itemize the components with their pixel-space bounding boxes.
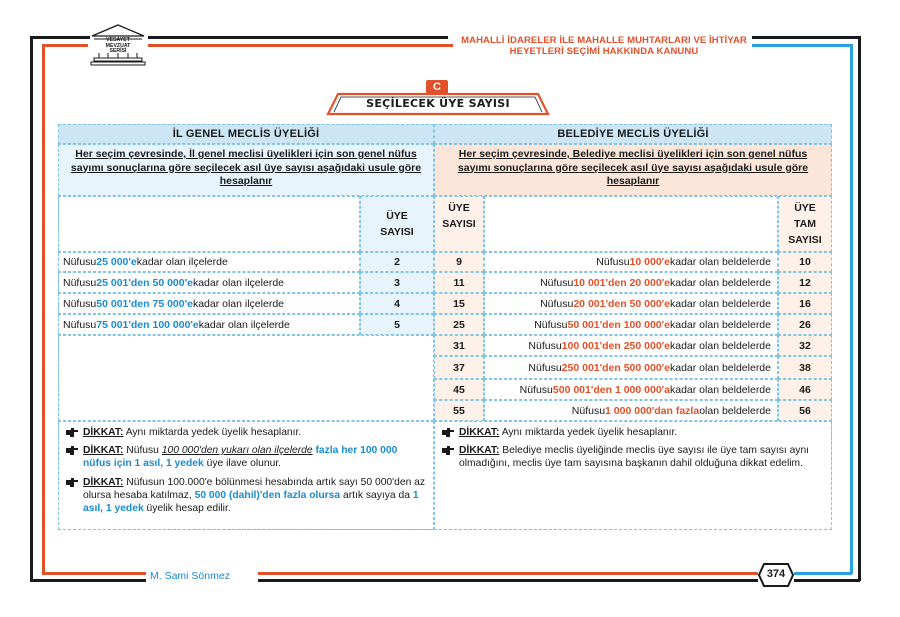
il-empty-area xyxy=(58,335,434,421)
note-item xyxy=(441,426,825,439)
law-title: MAHALLİ İDARELER İLE MAHALLE MUHTARLARI VE İHTİYAR HEYETLERİ SEÇİMİ HAKKINDA KANUNU xyxy=(461,35,747,57)
row-range: 1 000 000'dan fazla xyxy=(605,404,700,417)
row-range: 75 001'den 100 000'e xyxy=(96,318,199,331)
series-logo xyxy=(88,22,148,66)
row-text: Nüfusu xyxy=(528,339,562,352)
belediye-row-full-count: 26 xyxy=(778,314,832,335)
row-text: kadar olan beldelerde xyxy=(670,383,771,396)
note-emphasis: 100 000'den yukarı olan ilçelerde xyxy=(161,445,313,457)
il-genel-description: Her seçim çevresinde, İl genel meclisi üyelikleri için son genel nüfus sayımı sonuçlarına göre seçilecek asıl üye sayısı aşağıdaki usule göre hesaplanır xyxy=(58,144,434,196)
logo-line: MEVZUAT xyxy=(105,42,131,49)
row-range: 25 000'e xyxy=(96,256,137,268)
note-text: artık sayıya da xyxy=(340,489,413,501)
row-range: 25 001'den 50 000'e xyxy=(96,276,193,289)
belediye-row-label xyxy=(484,314,778,335)
header-text: ÜYE xyxy=(386,210,408,222)
belediye-row-label xyxy=(484,252,778,272)
il-row-label xyxy=(58,272,360,293)
note-label: DİKKAT: xyxy=(83,476,124,488)
row-range: 50 001'den 100 000'e xyxy=(567,318,670,331)
pointing-hand-icon xyxy=(65,427,79,438)
il-row-count: 3 xyxy=(360,272,434,293)
section-letter: C xyxy=(433,81,441,93)
row-text: Nüfusu xyxy=(540,276,574,289)
author-name: M. Sami Sönmez xyxy=(150,570,230,582)
il-row-label xyxy=(58,314,360,335)
il-row-label xyxy=(58,252,360,272)
belediye-row-label xyxy=(484,400,778,421)
frame-line xyxy=(850,44,853,574)
frame-line xyxy=(258,572,758,575)
belediye-row-count: 45 xyxy=(434,379,484,400)
header-text: SAYISI xyxy=(788,234,822,246)
row-text: kadar olan ilçelerde xyxy=(192,297,284,310)
note-text: üyelik hesap edilir. xyxy=(143,503,231,515)
note-label: DİKKAT: xyxy=(83,445,124,457)
row-text: Nüfusu xyxy=(63,318,97,331)
header-text: SAYISI xyxy=(442,218,476,230)
logo-line: VESAYET xyxy=(106,37,130,43)
belediye-description: Her seçim çevresinde, Belediye meclisi üyelikleri için son genel nüfus sayımı sonuçlarına göre seçilecek asıl üye sayısı aşağıdaki usule göre hesaplanır xyxy=(434,144,832,196)
belediye-row-full-count: 46 xyxy=(778,379,832,400)
note-text: Nüfusu xyxy=(123,445,162,457)
section-title: SEÇİLECEK ÜYE SAYISI xyxy=(366,97,510,110)
row-text: kadar olan beldelerde xyxy=(670,297,771,310)
belediye-row-count: 15 xyxy=(434,293,484,314)
belediye-empty-header xyxy=(484,196,778,252)
header-text: SAYISI xyxy=(380,226,414,238)
il-row-count: 2 xyxy=(360,252,434,272)
row-text: olan beldelerde xyxy=(699,404,771,417)
frame-line xyxy=(148,36,448,39)
row-text: Nüfusu xyxy=(534,318,568,331)
row-range: 500 001'den 1 000 000'a xyxy=(552,383,670,396)
il-genel-title: İL GENEL MECLİS ÜYELİĞİ xyxy=(58,124,434,144)
row-text: Nüfusu xyxy=(63,297,97,310)
note-item xyxy=(441,444,825,470)
pointing-hand-icon xyxy=(441,427,455,438)
row-text: Nüfusu xyxy=(596,256,630,268)
row-text: kadar olan ilçelerde xyxy=(192,276,284,289)
belediye-row-count: 55 xyxy=(434,400,484,421)
row-text: Nüfusu xyxy=(571,404,606,417)
frame-line xyxy=(752,36,860,39)
belediye-row-full-count: 12 xyxy=(778,272,832,293)
il-count-header xyxy=(360,196,434,252)
row-text: Nüfusu xyxy=(63,276,97,289)
belediye-row-label xyxy=(484,379,778,400)
belediye-row-count: 11 xyxy=(434,272,484,293)
frame-line xyxy=(30,36,33,581)
row-text: Nüfusu xyxy=(528,361,562,374)
belediye-row-label xyxy=(484,356,778,379)
pointing-hand-icon xyxy=(441,445,455,456)
row-range: 50 001'den 75 000'e xyxy=(96,297,193,310)
note-text: üye ilave olunur. xyxy=(203,458,282,470)
note-item xyxy=(65,444,427,470)
frame-line xyxy=(794,579,860,582)
row-text: Nüfusu xyxy=(540,297,574,310)
frame-line xyxy=(258,579,758,582)
note-highlight: 50 000 (dahil)'den fazla olursa xyxy=(194,489,341,501)
header-text: ÜYE xyxy=(794,202,816,214)
belediye-row-full-count: 16 xyxy=(778,293,832,314)
belediye-row-full-count: 56 xyxy=(778,400,832,421)
row-range: 250 001'den 500 000'e xyxy=(561,361,670,374)
note-highlight: fazla her 100 000 nüfus için 1 asıl, 1 yedek xyxy=(83,445,398,470)
frame-line xyxy=(858,36,861,581)
note-item xyxy=(65,426,427,439)
row-text: Nüfusu xyxy=(63,256,97,268)
frame-line xyxy=(42,44,88,47)
belediye-row-full-count: 10 xyxy=(778,252,832,272)
note-label: DİKKAT: xyxy=(459,445,500,457)
row-range: 100 001'den 250 000'e xyxy=(561,339,670,352)
page-number: 374 xyxy=(766,568,786,580)
belediye-title: BELEDİYE MECLİS ÜYELİĞİ xyxy=(434,124,832,144)
row-text: kadar olan beldelerde xyxy=(670,339,771,352)
frame-line xyxy=(42,572,146,575)
header-text: ÜYE xyxy=(448,202,470,214)
note-text: Aynı miktarda yedek üyelik hesaplanır. xyxy=(123,427,302,438)
belediye-row-full-count: 32 xyxy=(778,335,832,356)
note-label: DİKKAT: xyxy=(83,427,124,438)
logo-text xyxy=(88,38,148,55)
row-text: kadar olan ilçelerde xyxy=(136,256,228,268)
il-row-label xyxy=(58,293,360,314)
belediye-row-label xyxy=(484,335,778,356)
frame-line xyxy=(794,572,852,575)
row-text: Nüfusu xyxy=(519,383,553,396)
belediye-row-count: 31 xyxy=(434,335,484,356)
belediye-count-header xyxy=(434,196,484,252)
pointing-hand-icon xyxy=(65,477,79,488)
belediye-row-count: 25 xyxy=(434,314,484,335)
belediye-full-count-header xyxy=(778,196,832,252)
row-text: kadar olan beldelerde xyxy=(670,318,771,331)
il-row-count: 5 xyxy=(360,314,434,335)
frame-line xyxy=(752,44,852,47)
row-range: 10 000'e xyxy=(629,256,670,268)
frame-line xyxy=(42,44,45,574)
row-text: kadar olan beldelerde xyxy=(670,276,771,289)
row-text: kadar olan ilçelerde xyxy=(198,318,290,331)
header-text: TAM xyxy=(794,218,816,230)
belediye-row-full-count: 38 xyxy=(778,356,832,379)
il-notes xyxy=(58,421,434,530)
section-banner xyxy=(322,80,554,118)
note-text: Nüfusun 100.000'e bölünmesi hesabında artık sayı 50 000'den az olursa hesaba katılmaz, xyxy=(83,476,426,501)
il-row-count: 4 xyxy=(360,293,434,314)
page-number-badge xyxy=(758,562,794,588)
row-range: 10 001'den 20 000'e xyxy=(573,276,670,289)
frame-line xyxy=(30,36,90,39)
note-highlight: 1 asıl, 1 yedek xyxy=(83,489,419,515)
logo-line: SERİSİ xyxy=(109,48,127,55)
note-text: Aynı miktarda yedek üyelik hesaplanır. xyxy=(499,427,678,438)
row-range: 20 001'den 50 000'e xyxy=(573,297,670,310)
row-text: kadar olan beldelerde xyxy=(670,256,771,268)
belediye-row-label xyxy=(484,293,778,314)
belediye-row-label xyxy=(484,272,778,293)
belediye-notes xyxy=(434,421,832,530)
belediye-row-count: 37 xyxy=(434,356,484,379)
frame-line xyxy=(148,44,453,47)
il-empty-header xyxy=(58,196,360,252)
frame-line xyxy=(30,579,146,582)
note-label: DİKKAT: xyxy=(459,427,500,438)
pointing-hand-icon xyxy=(65,445,79,456)
belediye-row-count: 9 xyxy=(434,252,484,272)
note-item xyxy=(65,476,427,516)
note-text: Belediye meclis üyeliğinde meclis üye sayısı ile üye tam sayısı aynı olmadığını, meclis üye tam sayısına başkanın dahil olduğuna dikkat edelim. xyxy=(459,445,810,470)
row-text: kadar olan beldelerde xyxy=(670,361,771,374)
